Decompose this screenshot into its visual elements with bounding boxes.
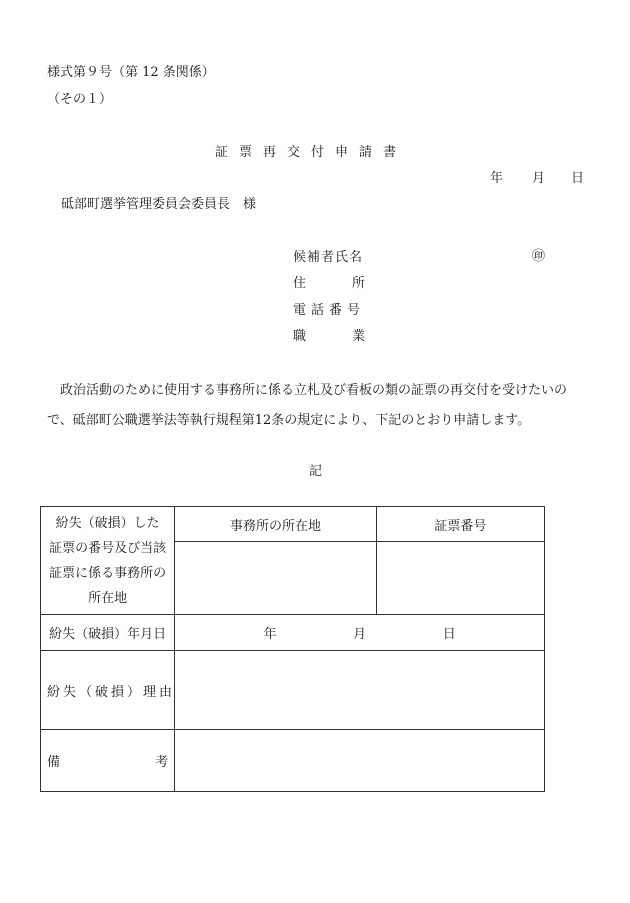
occupation-label-char-2: 業 — [351, 329, 365, 344]
date-day-label: 日 — [571, 171, 585, 186]
office-location-header: 事務所の所在地 — [175, 507, 376, 542]
table-row — [41, 615, 545, 651]
address-label — [293, 277, 365, 290]
lost-date-fields — [175, 623, 544, 642]
phone-number-label: 電話番号 — [293, 303, 366, 318]
certificate-number-header: 証票番号 — [376, 507, 544, 542]
seal-mark: ㊞ — [532, 249, 546, 264]
lost-items-label-line: 紛失（破損）した — [55, 515, 160, 531]
lost-items-label-line: 所在地 — [88, 590, 128, 606]
lost-date-month: 月 — [353, 627, 367, 642]
body-line-2: で、砥部町公職選挙法等執行規程第12条の規定により、下記のとおり申請します。 — [47, 413, 531, 428]
date-year-label: 年 — [490, 171, 504, 186]
table-row — [41, 730, 545, 792]
lost-date-input[interactable] — [175, 615, 545, 651]
remarks-label-char-1: 備 — [47, 755, 61, 770]
certificate-number-input[interactable] — [376, 542, 544, 615]
addressee: 砥部町選挙管理委員会委員長 様 — [61, 197, 257, 212]
lost-date-label: 紛失（破損）年月日 — [41, 615, 175, 651]
office-location-input[interactable] — [175, 542, 376, 615]
lost-reason-label: 紛失（破損）理由 — [41, 651, 175, 730]
table-row — [41, 651, 545, 730]
occupation-label-char-1: 職 — [293, 329, 307, 344]
ki-heading: 記 — [309, 464, 323, 479]
table-row — [41, 507, 545, 542]
address-label-char-1: 住 — [293, 276, 307, 291]
document-title: 証票再交付申請書 — [215, 145, 408, 160]
application-table — [40, 506, 545, 792]
lost-items-label-line: 証票に係る事務所の — [49, 565, 167, 581]
candidate-name-label: 候補者氏名 — [293, 250, 364, 265]
lost-date-day: 日 — [442, 627, 456, 642]
date-month-label: 月 — [532, 171, 546, 186]
remarks-label-cell — [41, 730, 175, 792]
lost-items-label-cell — [41, 507, 175, 615]
form-number: 様式第９号（第 12 条関係） — [47, 65, 215, 80]
lost-items-label-line: 証票の番号及び当該 — [49, 540, 167, 556]
lost-reason-input[interactable] — [175, 651, 545, 730]
body-line-1: 政治活動のために使用する事務所に係る立札及び看板の類の証票の再交付を受けたいの — [60, 383, 568, 398]
remarks-input[interactable] — [175, 730, 545, 792]
address-label-char-2: 所 — [351, 276, 365, 291]
remarks-label-char-2: 考 — [155, 755, 169, 770]
body-paragraph — [47, 376, 587, 436]
lost-date-year: 年 — [263, 627, 277, 642]
remarks-label — [41, 751, 174, 770]
occupation-label — [293, 330, 365, 343]
form-sub-number: （その１） — [47, 92, 113, 107]
